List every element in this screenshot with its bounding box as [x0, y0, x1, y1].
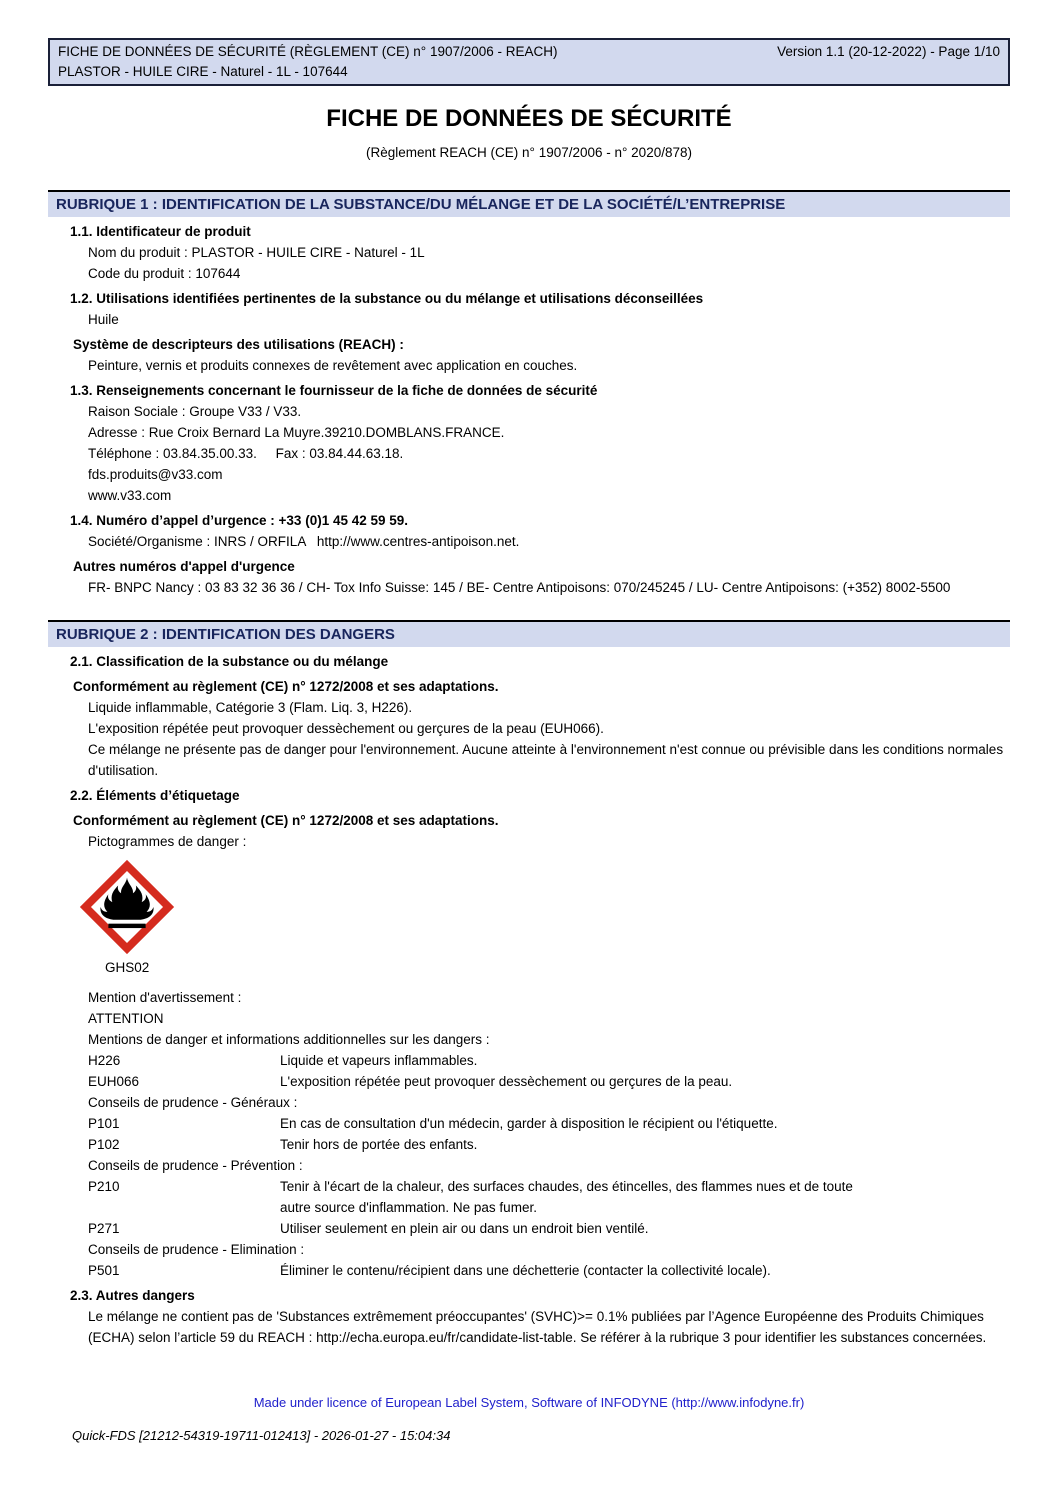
company-email-line: fds.produits@v33.com: [88, 467, 223, 482]
reach-descriptor-line: Peinture, vernis et produits connexes de revêtement avec application en couches.: [88, 358, 578, 373]
reach-descriptor-heading: Système de descripteurs des utilisations (REACH) :: [73, 337, 404, 352]
precaution-text: En cas de consultation d'un médecin, garder à disposition le récipient ou l'étiquette.: [280, 1116, 778, 1131]
product-name-line: Nom du produit : PLASTOR - HUILE CIRE - Naturel - 1L: [88, 245, 425, 260]
section2-band: RUBRIQUE 2 : IDENTIFICATION DES DANGERS: [48, 620, 1010, 647]
hazard-code: EUH066: [88, 1074, 140, 1089]
footer-quickfds-stamp: Quick-FDS [21212-54319-19711-012413] - 2026-01-27 - 15:04:34: [72, 1428, 451, 1443]
footer-licence-link[interactable]: Made under licence of European Label System, Software of INFODYNE (http://www.infodyne.fr): [253, 1395, 805, 1410]
emergency-org-line: Société/Organisme : INRS / ORFILA http://www.centres-antipoison.net.: [88, 534, 520, 549]
hazard-row: [88, 1071, 1010, 1092]
header-regulation-title: FICHE DE DONNÉES DE SÉCURITÉ (RÈGLEMENT (CE) n° 1907/2006 - REACH): [58, 44, 558, 59]
product-code-line: Code du produit : 107644: [88, 266, 241, 281]
heading-1-4: 1.4. Numéro d’appel d’urgence : +33 (0)1 45 42 59 59.: [70, 513, 409, 528]
heading-2-1: 2.1. Classification de la substance ou du mélange: [70, 654, 389, 669]
clp-conformity-heading-1: Conformément au règlement (CE) n° 1272/2008 et ses adaptations.: [73, 679, 499, 694]
hazard-text: L'exposition répétée peut provoquer dessèchement ou gerçures de la peau.: [280, 1074, 733, 1089]
hazard-code: H226: [88, 1053, 121, 1068]
hazard-text: Liquide et vapeurs inflammables.: [280, 1053, 478, 1068]
clp-conformity-heading-2: Conformément au règlement (CE) n° 1272/2008 et ses adaptations.: [73, 813, 499, 828]
company-name-line: Raison Sociale : Groupe V33 / V33.: [88, 404, 302, 419]
company-address-line: Adresse : Rue Croix Bernard La Muyre.39210.DOMBLANS.FRANCE.: [88, 425, 505, 440]
precaution-text: Tenir à l'écart de la chaleur, des surfaces chaudes, des étincelles, des flammes nues et de toute autre source d'inflammation. Ne pas fumer.: [280, 1179, 853, 1215]
precaution-row: [88, 1134, 1010, 1155]
ghs02-code-label: GHS02: [105, 960, 150, 975]
section1-band: RUBRIQUE 1 : IDENTIFICATION DE LA SUBSTANCE/DU MÉLANGE ET DE LA SOCIÉTÉ/L’ENTREPRISE: [48, 190, 1010, 217]
classification-euh066-line: L'exposition répétée peut provoquer dessèchement ou gerçures de la peau (EUH066).: [88, 721, 604, 736]
precaution-row: [88, 1260, 1010, 1281]
precaution-text: Tenir hors de portée des enfants.: [280, 1137, 478, 1152]
precaution-text: Utiliser seulement en plein air ou dans un endroit bien ventilé.: [280, 1221, 649, 1236]
precaution-code: P101: [88, 1116, 120, 1131]
heading-2-3: 2.3. Autres dangers: [70, 1288, 195, 1303]
precaution-general-label: Conseils de prudence - Généraux :: [88, 1095, 298, 1110]
use-line: Huile: [88, 312, 119, 327]
signal-word-value: ATTENTION: [88, 1011, 164, 1026]
hazard-statements-label: Mentions de danger et informations additionnelles sur les dangers :: [88, 1032, 490, 1047]
company-phone-fax-line: Téléphone : 03.84.35.00.33. Fax : 03.84.44.63.18.: [88, 446, 404, 461]
precaution-code: P210: [88, 1179, 120, 1194]
ghs02-pictogram: [78, 858, 1010, 959]
precaution-code: P501: [88, 1263, 120, 1278]
document-header-box: [48, 38, 1010, 86]
heading-1-3: 1.3. Renseignements concernant le fournisseur de la fiche de données de sécurité: [70, 383, 598, 398]
precaution-row: [88, 1176, 1010, 1218]
precaution-text: Éliminer le contenu/récipient dans une déchetterie (contacter la collectivité locale).: [280, 1263, 771, 1278]
header-version-page: Version 1.1 (20-12-2022) - Page 1/10: [777, 44, 1000, 59]
page-title: FICHE DE DONNÉES DE SÉCURITÉ: [326, 105, 732, 132]
precaution-code: P271: [88, 1221, 120, 1236]
pictogram-label: Pictogrammes de danger :: [88, 834, 247, 849]
company-website-line: www.v33.com: [88, 488, 172, 503]
other-emergency-numbers-line: FR- BNPC Nancy : 03 83 32 36 36 / CH- Tox Info Suisse: 145 / BE- Centre Antipoisons: 070/245245 / LU- Centre Antipoisons: (+352) 8002-5500: [88, 580, 951, 595]
precaution-row: [88, 1113, 1010, 1134]
other-hazards-paragraph: Le mélange ne contient pas de 'Substances extrêmement préoccupantes' (SVHC)>= 0.1% publiées par l’Agence Européenne des Produits Chimiques (ECHA) selon l’article 59 du REACH : http://echa.europa.eu/fr/candidate-list-table. Se référer à la rubrique 3 pour identifier les substances concernées.: [88, 1309, 987, 1345]
heading-1-1: 1.1. Identificateur de produit: [70, 224, 251, 239]
flame-icon: [78, 944, 176, 959]
classification-flam-line: Liquide inflammable, Catégorie 3 (Flam. Liq. 3, H226).: [88, 700, 413, 715]
precaution-elimination-label: Conseils de prudence - Elimination :: [88, 1242, 305, 1257]
signal-word-label: Mention d'avertissement :: [88, 990, 242, 1005]
precaution-prevention-label: Conseils de prudence - Prévention :: [88, 1158, 303, 1173]
classification-env-paragraph: Ce mélange ne présente pas de danger pour l'environnement. Aucune atteinte à l'environnement n'est connue ou prévisible dans les conditions normales d'utilisation.: [88, 742, 1004, 778]
page-subtitle: (Règlement REACH (CE) n° 1907/2006 - n° 2020/878): [366, 145, 692, 160]
header-product-line: PLASTOR - HUILE CIRE - Naturel - 1L - 107644: [58, 64, 348, 79]
heading-1-2: 1.2. Utilisations identifiées pertinentes de la substance ou du mélange et utilisations déconseillées: [70, 291, 704, 306]
other-emergency-heading: Autres numéros d'appel d'urgence: [73, 559, 295, 574]
heading-2-2: 2.2. Éléments d’étiquetage: [70, 788, 240, 803]
precaution-row: [88, 1218, 1010, 1239]
precaution-code: P102: [88, 1137, 120, 1152]
hazard-row: [88, 1050, 1010, 1071]
